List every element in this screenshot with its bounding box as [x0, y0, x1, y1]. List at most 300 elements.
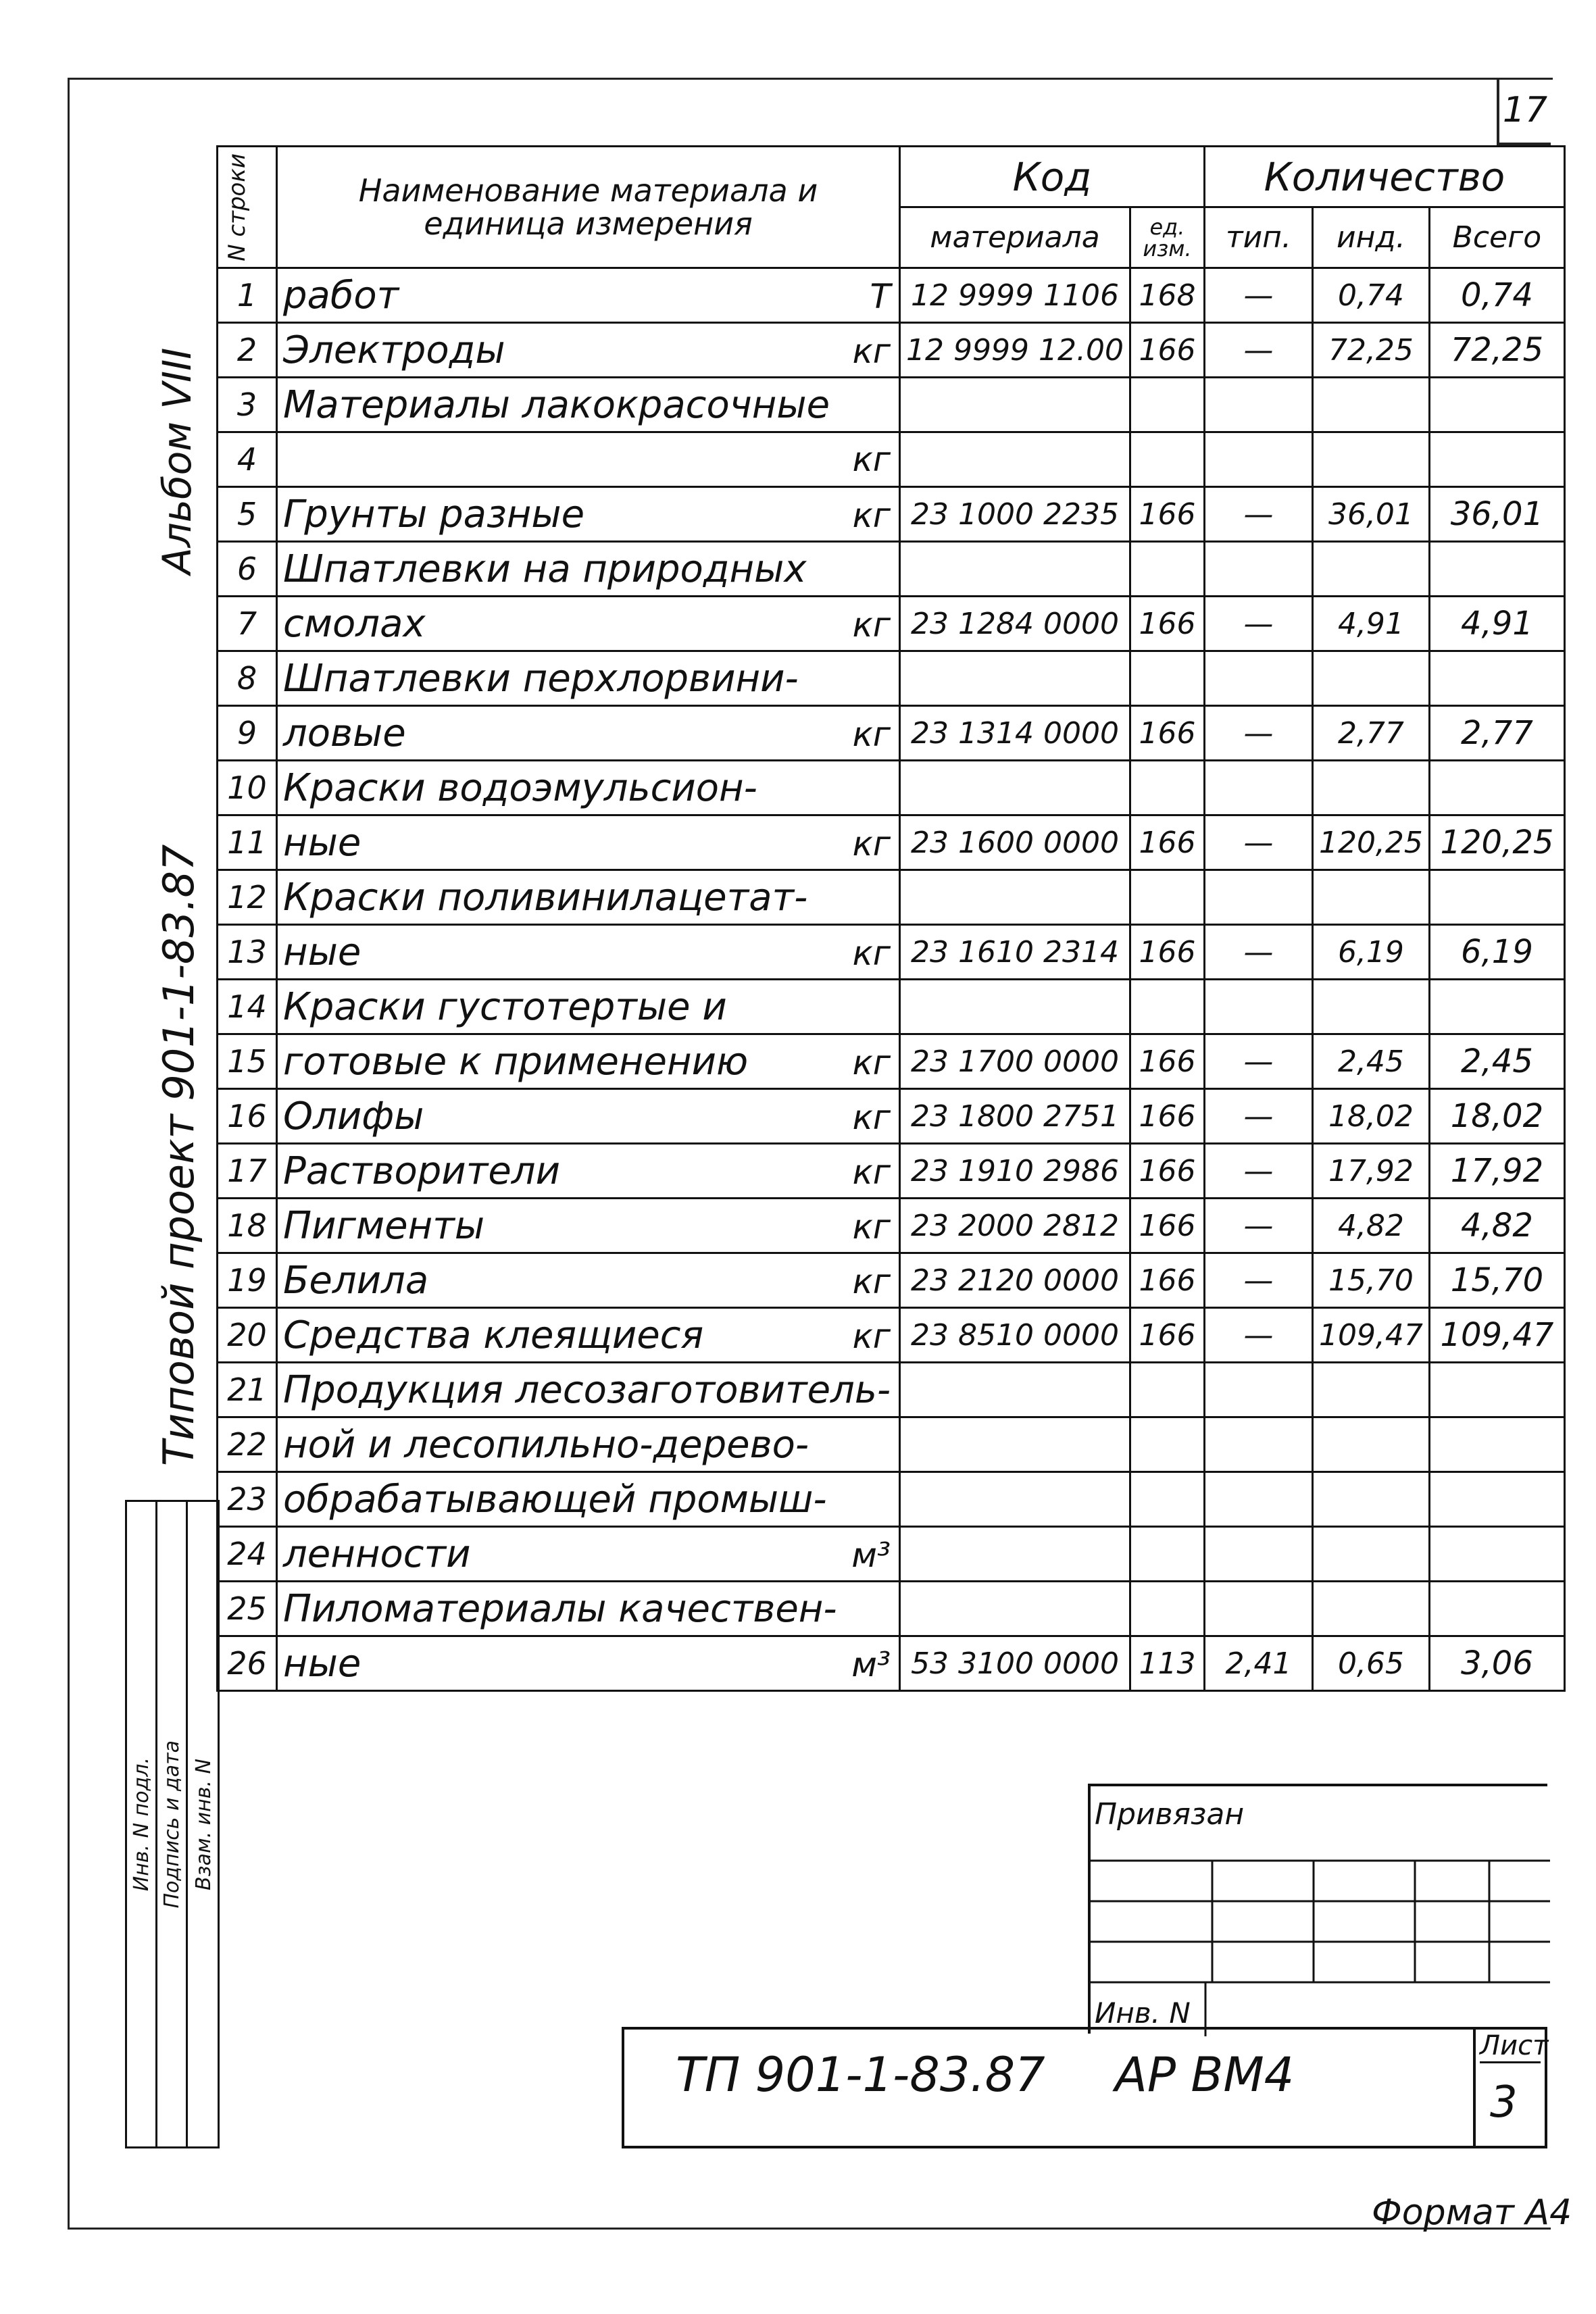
qty-total — [1429, 432, 1564, 487]
material-code — [900, 651, 1130, 706]
material-name-text: ленности — [283, 1532, 471, 1576]
table-row — [218, 268, 1565, 323]
table-row — [218, 432, 1565, 487]
table-row — [218, 1636, 1565, 1691]
header-row-1 — [218, 147, 1565, 207]
material-code — [900, 1417, 1130, 1472]
material-name-text: ловые — [283, 711, 406, 755]
qty-typ: — — [1204, 1089, 1312, 1144]
qty-ind: 36,01 — [1312, 487, 1429, 542]
qty-total: 18,02 — [1429, 1089, 1564, 1144]
material-unit: кг — [852, 714, 891, 754]
table-row — [218, 323, 1565, 378]
material-name — [277, 1034, 900, 1089]
row-number: 5 — [218, 487, 277, 542]
qty-typ: — — [1204, 815, 1312, 870]
stamp-col-inv-podl — [127, 1502, 157, 2146]
table-row — [218, 1527, 1565, 1582]
material-name-text: смолах — [283, 601, 426, 646]
material-unit: кг — [852, 440, 891, 479]
qty-typ: — — [1204, 268, 1312, 323]
material-code: 23 2120 0000 — [900, 1253, 1130, 1308]
material-code: 23 1800 2751 — [900, 1089, 1130, 1144]
qty-total: 2,77 — [1429, 706, 1564, 761]
row-number: 16 — [218, 1089, 277, 1144]
material-name-text: Олифы — [283, 1094, 424, 1138]
qty-total: 3,06 — [1429, 1636, 1564, 1691]
material-code — [900, 870, 1130, 925]
table-row — [218, 542, 1565, 597]
row-number: 8 — [218, 651, 277, 706]
material-name-text: ные — [283, 820, 361, 865]
table-row — [218, 1582, 1565, 1636]
material-code: 23 8510 0000 — [900, 1308, 1130, 1363]
qty-typ: — — [1204, 925, 1312, 980]
unit-code — [1130, 651, 1204, 706]
row-number: 11 — [218, 815, 277, 870]
material-name — [277, 980, 900, 1034]
qty-total: 36,01 — [1429, 487, 1564, 542]
qty-typ: — — [1204, 1253, 1312, 1308]
header-qty-typ: тип. — [1204, 207, 1312, 268]
row-number: 7 — [218, 597, 277, 651]
unit-code: 166 — [1130, 706, 1204, 761]
table-row — [218, 1253, 1565, 1308]
row-number: 15 — [218, 1034, 277, 1089]
material-name-text: Краски водоэмульсион- — [283, 765, 757, 810]
format-label: Формат А4 — [1372, 2192, 1572, 2233]
qty-total — [1429, 651, 1564, 706]
row-number: 21 — [218, 1363, 277, 1417]
qty-total: 17,92 — [1429, 1144, 1564, 1199]
material-name — [277, 1308, 900, 1363]
qty-typ: — — [1204, 323, 1312, 378]
qty-total — [1429, 1582, 1564, 1636]
qty-total — [1429, 761, 1564, 815]
material-name-wrap — [283, 440, 893, 479]
material-name — [277, 1582, 900, 1636]
qty-total: 72,25 — [1429, 323, 1564, 378]
table-row — [218, 761, 1565, 815]
stamp-inv-podl: Инв. N подл. — [129, 1757, 153, 1892]
table-row — [218, 651, 1565, 706]
unit-code — [1130, 761, 1204, 815]
material-name-wrap — [283, 1532, 893, 1576]
row-number: 1 — [218, 268, 277, 323]
qty-typ — [1204, 1527, 1312, 1582]
material-name-wrap — [283, 1642, 893, 1686]
material-name — [277, 1144, 900, 1199]
material-name-wrap — [283, 1587, 893, 1631]
unit-code: 166 — [1130, 925, 1204, 980]
material-name-wrap — [283, 1040, 893, 1084]
unit-code — [1130, 980, 1204, 1034]
unit-code — [1130, 1582, 1204, 1636]
material-unit: кг — [852, 1152, 891, 1192]
material-name-text: обрабатывающей промыш- — [283, 1477, 827, 1521]
qty-typ — [1204, 378, 1312, 432]
qty-ind: 120,25 — [1312, 815, 1429, 870]
table-row — [218, 925, 1565, 980]
row-number: 22 — [218, 1417, 277, 1472]
qty-ind: 4,91 — [1312, 597, 1429, 651]
table-row — [218, 1144, 1565, 1199]
left-stamp — [125, 1500, 220, 2148]
material-name-text: ные — [283, 1641, 361, 1686]
unit-code: 166 — [1130, 323, 1204, 378]
header-row-num-text: N строки — [224, 153, 251, 261]
material-code — [900, 432, 1130, 487]
stamp-vzam-inv: Взам. инв. N — [192, 1758, 216, 1890]
material-code — [900, 980, 1130, 1034]
unit-code: 166 — [1130, 1199, 1204, 1253]
material-code — [900, 378, 1130, 432]
qty-typ — [1204, 761, 1312, 815]
qty-total: 0,74 — [1429, 268, 1564, 323]
doc-mark: АР ВМ4 — [1115, 2047, 1295, 2103]
material-name-text: готовые к применению — [283, 1039, 749, 1084]
row-number: 18 — [218, 1199, 277, 1253]
material-code: 23 1910 2986 — [900, 1144, 1130, 1199]
qty-ind: 15,70 — [1312, 1253, 1429, 1308]
unit-code — [1130, 378, 1204, 432]
material-code — [900, 1527, 1130, 1582]
unit-code — [1130, 1527, 1204, 1582]
stamp-col-podpis — [157, 1502, 188, 2146]
material-name-text: Краски густотертые и — [283, 984, 727, 1029]
material-name — [277, 268, 900, 323]
material-code: 23 1600 0000 — [900, 815, 1130, 870]
outer-frame-bottom — [68, 2228, 1551, 2230]
table-body — [218, 268, 1565, 1691]
material-name-wrap — [283, 766, 893, 810]
unit-code — [1130, 870, 1204, 925]
material-name — [277, 706, 900, 761]
material-name-wrap — [283, 1423, 893, 1467]
material-code — [900, 1472, 1130, 1527]
qty-ind — [1312, 1417, 1429, 1472]
material-name — [277, 1199, 900, 1253]
row-number: 17 — [218, 1144, 277, 1199]
header-code-unit: ед. изм. — [1130, 207, 1204, 268]
material-name-text: Растворители — [283, 1149, 560, 1193]
qty-ind: 0,74 — [1312, 268, 1429, 323]
row-number: 19 — [218, 1253, 277, 1308]
material-name-wrap — [283, 1313, 893, 1357]
unit-code: 166 — [1130, 487, 1204, 542]
qty-typ: — — [1204, 487, 1312, 542]
sheet-value: 3 — [1490, 2078, 1518, 2128]
row-number: 26 — [218, 1636, 277, 1691]
material-name — [277, 651, 900, 706]
material-name-wrap — [283, 1368, 893, 1412]
table-row — [218, 980, 1565, 1034]
qty-total: 4,91 — [1429, 597, 1564, 651]
stamp-cell-vzam — [188, 1502, 220, 2146]
qty-ind — [1312, 378, 1429, 432]
qty-typ — [1204, 1417, 1312, 1472]
material-unit: кг — [852, 1261, 891, 1301]
qty-ind — [1312, 761, 1429, 815]
qty-total — [1429, 1527, 1564, 1582]
material-name — [277, 1527, 900, 1582]
materials-table — [216, 145, 1566, 1692]
material-name — [277, 487, 900, 542]
stamp-podpis-data: Подпись и дата — [159, 1740, 184, 1909]
qty-ind: 17,92 — [1312, 1144, 1429, 1199]
qty-typ — [1204, 542, 1312, 597]
material-name-wrap — [283, 328, 893, 372]
unit-code — [1130, 1417, 1204, 1472]
material-code: 23 1284 0000 — [900, 597, 1130, 651]
material-code: 12 9999 12.00 — [900, 323, 1130, 378]
qty-typ — [1204, 1582, 1312, 1636]
row-number: 14 — [218, 980, 277, 1034]
material-name-text: Шпатлевки на природных — [283, 547, 807, 591]
qty-typ — [1204, 432, 1312, 487]
material-name — [277, 1472, 900, 1527]
material-name — [277, 1636, 900, 1691]
material-code: 23 2000 2812 — [900, 1199, 1130, 1253]
material-name-text: Краски поливинилацетат- — [283, 875, 808, 920]
stamp-cell-podpis — [157, 1502, 186, 2146]
material-name-text: Материалы лакокрасочные — [283, 382, 830, 427]
table-row — [218, 706, 1565, 761]
material-code: 23 1700 0000 — [900, 1034, 1130, 1089]
material-name-wrap — [283, 711, 893, 755]
material-name-wrap — [283, 547, 893, 591]
qty-ind — [1312, 1472, 1429, 1527]
stamp-cell-inv-podl — [127, 1502, 155, 2146]
table-row — [218, 1417, 1565, 1472]
doc-code: ТП 901-1-83.87 — [676, 2047, 1045, 2103]
material-name-text: ной и лесопильно-дерево- — [283, 1422, 809, 1467]
material-name-text: Белила — [283, 1258, 429, 1303]
sheet-label: Лист — [1480, 2030, 1541, 2063]
unit-code: 166 — [1130, 1253, 1204, 1308]
material-name-text: Средства клеящиеся — [283, 1313, 704, 1357]
table-row — [218, 1199, 1565, 1253]
qty-total: 4,82 — [1429, 1199, 1564, 1253]
material-unit: м³ — [851, 1535, 891, 1575]
qty-ind — [1312, 980, 1429, 1034]
qty-typ — [1204, 980, 1312, 1034]
qty-ind — [1312, 1363, 1429, 1417]
material-code: 12 9999 1106 — [900, 268, 1130, 323]
qty-ind: 6,19 — [1312, 925, 1429, 980]
row-number: 23 — [218, 1472, 277, 1527]
qty-ind: 4,82 — [1312, 1199, 1429, 1253]
unit-code — [1130, 1472, 1204, 1527]
qty-total — [1429, 980, 1564, 1034]
binding-inv-label: Инв. N — [1095, 1996, 1191, 2030]
qty-ind: 2,45 — [1312, 1034, 1429, 1089]
row-number: 24 — [218, 1527, 277, 1582]
unit-code: 166 — [1130, 597, 1204, 651]
unit-code: 166 — [1130, 1034, 1204, 1089]
row-number: 25 — [218, 1582, 277, 1636]
qty-ind — [1312, 542, 1429, 597]
qty-total: 109,47 — [1429, 1308, 1564, 1363]
row-number: 3 — [218, 378, 277, 432]
material-name — [277, 1363, 900, 1417]
table-row — [218, 487, 1565, 542]
material-name-wrap — [283, 985, 893, 1029]
unit-code — [1130, 1363, 1204, 1417]
qty-typ: — — [1204, 1034, 1312, 1089]
material-name-wrap — [283, 876, 893, 920]
material-name-wrap — [283, 383, 893, 427]
album-label: Альбом VIII — [154, 347, 200, 574]
qty-ind: 0,65 — [1312, 1636, 1429, 1691]
unit-code: 166 — [1130, 1308, 1204, 1363]
table-row — [218, 1363, 1565, 1417]
row-number: 20 — [218, 1308, 277, 1363]
qty-typ — [1204, 1363, 1312, 1417]
material-name-wrap — [283, 602, 893, 646]
material-code: 53 3100 0000 — [900, 1636, 1130, 1691]
material-unit: кг — [852, 1316, 891, 1356]
material-name-text: Продукция лесозаготовитель- — [283, 1367, 891, 1412]
unit-code: 168 — [1130, 268, 1204, 323]
material-name-wrap — [283, 930, 893, 974]
row-number: 12 — [218, 870, 277, 925]
material-name-wrap — [283, 493, 893, 536]
table-row — [218, 378, 1565, 432]
header-row-num — [218, 147, 277, 268]
material-name-wrap — [283, 821, 893, 865]
table-row — [218, 870, 1565, 925]
material-unit: кг — [852, 933, 891, 973]
qty-total — [1429, 1417, 1564, 1472]
material-name — [277, 1417, 900, 1472]
qty-typ: — — [1204, 1308, 1312, 1363]
material-name — [277, 925, 900, 980]
qty-ind: 18,02 — [1312, 1089, 1429, 1144]
binding-label: Привязан — [1095, 1797, 1245, 1832]
row-number: 13 — [218, 925, 277, 980]
qty-total: 15,70 — [1429, 1253, 1564, 1308]
qty-typ — [1204, 1472, 1312, 1527]
unit-code: 113 — [1130, 1636, 1204, 1691]
material-code — [900, 1363, 1130, 1417]
unit-code: 166 — [1130, 815, 1204, 870]
qty-ind: 2,77 — [1312, 706, 1429, 761]
project-label: Типовой проект 901-1-83.87 — [154, 844, 203, 1466]
table-row — [218, 597, 1565, 651]
qty-total: 120,25 — [1429, 815, 1564, 870]
qty-ind — [1312, 870, 1429, 925]
qty-ind — [1312, 1582, 1429, 1636]
qty-ind: 72,25 — [1312, 323, 1429, 378]
material-name-text: Пиломатериалы качествен- — [283, 1586, 837, 1631]
table-row — [218, 1089, 1565, 1144]
material-code: 23 1610 2314 — [900, 925, 1130, 980]
material-unit: кг — [852, 495, 891, 535]
qty-ind — [1312, 1527, 1429, 1582]
qty-total — [1429, 1472, 1564, 1527]
qty-typ: 2,41 — [1204, 1636, 1312, 1691]
qty-total: 6,19 — [1429, 925, 1564, 980]
material-name — [277, 870, 900, 925]
qty-ind — [1312, 651, 1429, 706]
material-name-wrap — [283, 1095, 893, 1138]
material-unit: кг — [852, 605, 891, 645]
header-qty-group: Количество — [1204, 147, 1564, 207]
material-name — [277, 761, 900, 815]
unit-code — [1130, 542, 1204, 597]
table-row — [218, 815, 1565, 870]
material-code: 23 1314 0000 — [900, 706, 1130, 761]
stamp-col-vzam — [188, 1502, 220, 2146]
header-name: Наименование материала и единица измерения — [277, 147, 900, 268]
material-name-wrap — [283, 274, 893, 318]
material-name — [277, 1089, 900, 1144]
header-code-group: Код — [900, 147, 1205, 207]
qty-typ: — — [1204, 706, 1312, 761]
material-name — [277, 542, 900, 597]
material-name — [277, 323, 900, 378]
table-row — [218, 1034, 1565, 1089]
qty-total — [1429, 378, 1564, 432]
material-code — [900, 1582, 1130, 1636]
qty-typ: — — [1204, 1199, 1312, 1253]
material-unit: кг — [852, 1042, 891, 1082]
material-code — [900, 542, 1130, 597]
material-name — [277, 378, 900, 432]
material-unit: кг — [852, 1207, 891, 1247]
qty-typ — [1204, 870, 1312, 925]
material-unit: м³ — [851, 1644, 891, 1684]
material-unit: кг — [852, 331, 891, 371]
material-code — [900, 761, 1130, 815]
qty-typ — [1204, 651, 1312, 706]
material-name-wrap — [283, 1204, 893, 1248]
row-number: 6 — [218, 542, 277, 597]
material-name — [277, 815, 900, 870]
material-name — [277, 432, 900, 487]
material-name-wrap — [283, 1259, 893, 1303]
page-number: 17 — [1497, 78, 1551, 145]
table-row — [218, 1472, 1565, 1527]
row-number: 2 — [218, 323, 277, 378]
material-name — [277, 1253, 900, 1308]
row-number: 4 — [218, 432, 277, 487]
row-number: 10 — [218, 761, 277, 815]
material-unit: кг — [852, 824, 891, 863]
qty-total: 2,45 — [1429, 1034, 1564, 1089]
header-qty-ind: инд. — [1312, 207, 1429, 268]
qty-typ: — — [1204, 1144, 1312, 1199]
qty-total — [1429, 542, 1564, 597]
material-code: 23 1000 2235 — [900, 487, 1130, 542]
material-name-wrap — [283, 1478, 893, 1521]
header-code-material: материала — [900, 207, 1130, 268]
table-row — [218, 1308, 1565, 1363]
material-name-text: Пигменты — [283, 1203, 485, 1248]
unit-code: 166 — [1130, 1089, 1204, 1144]
material-name-text: Шпатлевки перхлорвини- — [283, 656, 799, 701]
header-qty-total: Всего — [1429, 207, 1564, 268]
material-unit: Т — [870, 276, 891, 316]
qty-total — [1429, 1363, 1564, 1417]
material-name-text: Электроды — [283, 328, 505, 372]
material-name-text: работ — [283, 273, 399, 318]
material-name-wrap — [283, 1149, 893, 1193]
unit-code — [1130, 432, 1204, 487]
qty-ind — [1312, 432, 1429, 487]
row-number: 9 — [218, 706, 277, 761]
